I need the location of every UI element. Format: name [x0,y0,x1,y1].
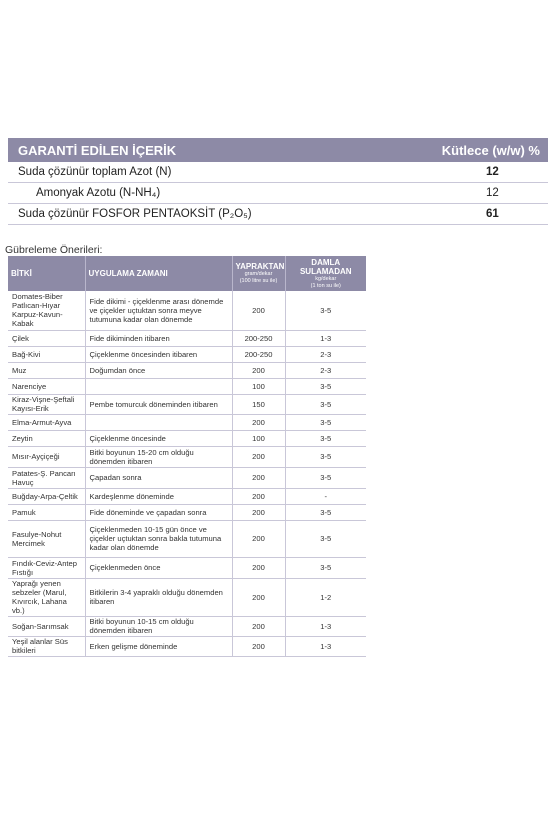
guarantee-row [8,162,548,183]
cell-drip: 1-3 [285,616,366,636]
col-header-drip-note: (1 ton su ile) [310,282,341,289]
guarantee-row-label: Suda çözünür FOSFOR PENTAOKSİT (P₂O₅) [18,208,252,220]
guarantee-row-label: Amonyak Azotu (N-NH₄) [36,187,161,199]
guarantee-row-label: Suda çözünür toplam Azot (N) [18,166,172,178]
cell-crop: Elma-Armut-Ayva [8,414,85,430]
col-header-foliar-unit: gram/dekar [244,271,273,277]
cell-drip: 3-5 [285,446,366,467]
cell-crop: Kiraz-Vişne-Şeftali Kayısı-Erik [8,394,85,414]
cell-drip: 1-3 [285,330,366,346]
cell-timing: Çiçeklenme öncesinde [85,430,232,446]
cell-drip: 1-2 [285,578,366,616]
table-row [8,504,366,520]
col-header-foliar-title: YAPRAKTAN [235,262,285,271]
cell-drip: 3-5 [285,557,366,578]
cell-crop: Fındık-Ceviz-Antep Fıstığı [8,557,85,578]
table-row [8,346,366,362]
cell-timing [85,378,232,394]
cell-foliar: 150 [232,394,285,414]
table-header-row [8,256,366,291]
guarantee-table [8,138,548,225]
cell-foliar: 200-250 [232,330,285,346]
cell-drip: 1-3 [285,636,366,656]
cell-drip: 3-5 [285,520,366,557]
cell-timing: Bitki boyunun 10-15 cm olduğu dönemden itibaren [85,616,232,636]
col-header-foliar [232,256,285,291]
cell-crop: Domates-Biber Patlıcan-Hıyar Karpuz-Kavun-Kabak [8,291,85,330]
guarantee-row [8,204,548,225]
recommendations-table [8,256,366,657]
cell-foliar: 200 [232,578,285,616]
cell-crop: Çilek [8,330,85,346]
table-row [8,378,366,394]
cell-foliar: 100 [232,430,285,446]
guarantee-row-value: 12 [486,166,499,178]
table-row [8,430,366,446]
cell-timing: Fide dikimi - çiçeklenme arası dönemde ve çiçekler uçtuktan sonra meyve tutumuna kadar olan dönemde [85,291,232,330]
cell-crop: Buğday-Arpa-Çeltik [8,488,85,504]
guarantee-row [8,183,548,204]
cell-timing: Kardeşlenme döneminde [85,488,232,504]
cell-crop: Bağ-Kivi [8,346,85,362]
table-row [8,330,366,346]
cell-crop: Pamuk [8,504,85,520]
cell-drip: 2-3 [285,346,366,362]
cell-foliar: 200 [232,616,285,636]
cell-foliar: 200 [232,467,285,488]
cell-drip: 3-5 [285,504,366,520]
cell-drip: 3-5 [285,430,366,446]
cell-crop: Muz [8,362,85,378]
cell-foliar: 200 [232,557,285,578]
cell-foliar: 200 [232,488,285,504]
cell-drip: 3-5 [285,394,366,414]
cell-foliar: 100 [232,378,285,394]
table-row [8,394,366,414]
cell-foliar: 200 [232,446,285,467]
cell-timing: Bitki boyunun 15-20 cm olduğu dönemden itibaren [85,446,232,467]
guarantee-header-title: GARANTİ EDİLEN İÇERİK [18,142,177,158]
cell-foliar: 200-250 [232,346,285,362]
guarantee-header-unit: Kütlece (w/w) % [441,142,540,158]
cell-drip: 2-3 [285,362,366,378]
cell-timing: Fide dikiminden itibaren [85,330,232,346]
cell-crop: Fasulye-Nohut Mercimek [8,520,85,557]
col-header-drip [285,256,366,291]
cell-crop: Patates-Ş. Pancarı Havuç [8,467,85,488]
guarantee-header [8,138,548,162]
guarantee-row-value: 12 [486,187,499,199]
cell-crop: Mısır-Ayçiçeği [8,446,85,467]
cell-crop: Soğan-Sarımsak [8,616,85,636]
cell-drip: 3-5 [285,467,366,488]
table-row [8,557,366,578]
recommendations-title: Gübreleme Önerileri: [5,244,103,256]
cell-timing: Çiçeklenmeden önce [85,557,232,578]
cell-drip: 3-5 [285,291,366,330]
table-row [8,362,366,378]
cell-crop: Yaprağı yenen sebzeler (Marul, Kıvırcık, Lahana vb.) [8,578,85,616]
cell-timing: Doğumdan önce [85,362,232,378]
table-row [8,488,366,504]
cell-crop: Yeşil alanlar Süs bitkileri [8,636,85,656]
cell-drip: - [285,488,366,504]
col-header-timing: UYGULAMA ZAMANI [85,256,232,291]
guarantee-row-value: 61 [486,208,499,220]
cell-drip: 3-5 [285,414,366,430]
table-row [8,446,366,467]
cell-timing: Fide döneminde ve çapadan sonra [85,504,232,520]
cell-foliar: 200 [232,362,285,378]
table-row [8,520,366,557]
cell-timing: Bitkilerin 3-4 yapraklı olduğu dönemden itibaren [85,578,232,616]
table-row [8,467,366,488]
cell-foliar: 200 [232,291,285,330]
cell-foliar: 200 [232,636,285,656]
table-row [8,636,366,656]
cell-timing [85,414,232,430]
cell-timing: Erken gelişme döneminde [85,636,232,656]
col-header-drip-unit: kg/dekar [315,275,337,282]
cell-crop: Zeytin [8,430,85,446]
col-header-drip-title: DAMLA SULAMADAN [299,257,352,276]
cell-crop: Narenciye [8,378,85,394]
cell-timing: Çiçeklenmeden 10-15 gün önce ve çiçekler uçtuktan sonra bakla tutumuna kadar olan dönemde [85,520,232,557]
table-row [8,414,366,430]
table-row [8,291,366,330]
cell-foliar: 200 [232,504,285,520]
col-header-crop: BİTKİ [8,256,85,291]
col-header-foliar-note: (100 litre su ile) [239,278,278,284]
cell-timing: Çapadan sonra [85,467,232,488]
table-row [8,616,366,636]
cell-drip: 3-5 [285,378,366,394]
cell-foliar: 200 [232,414,285,430]
cell-timing: Çiçeklenme öncesinden itibaren [85,346,232,362]
cell-timing: Pembe tomurcuk döneminden itibaren [85,394,232,414]
cell-foliar: 200 [232,520,285,557]
table-row [8,578,366,616]
